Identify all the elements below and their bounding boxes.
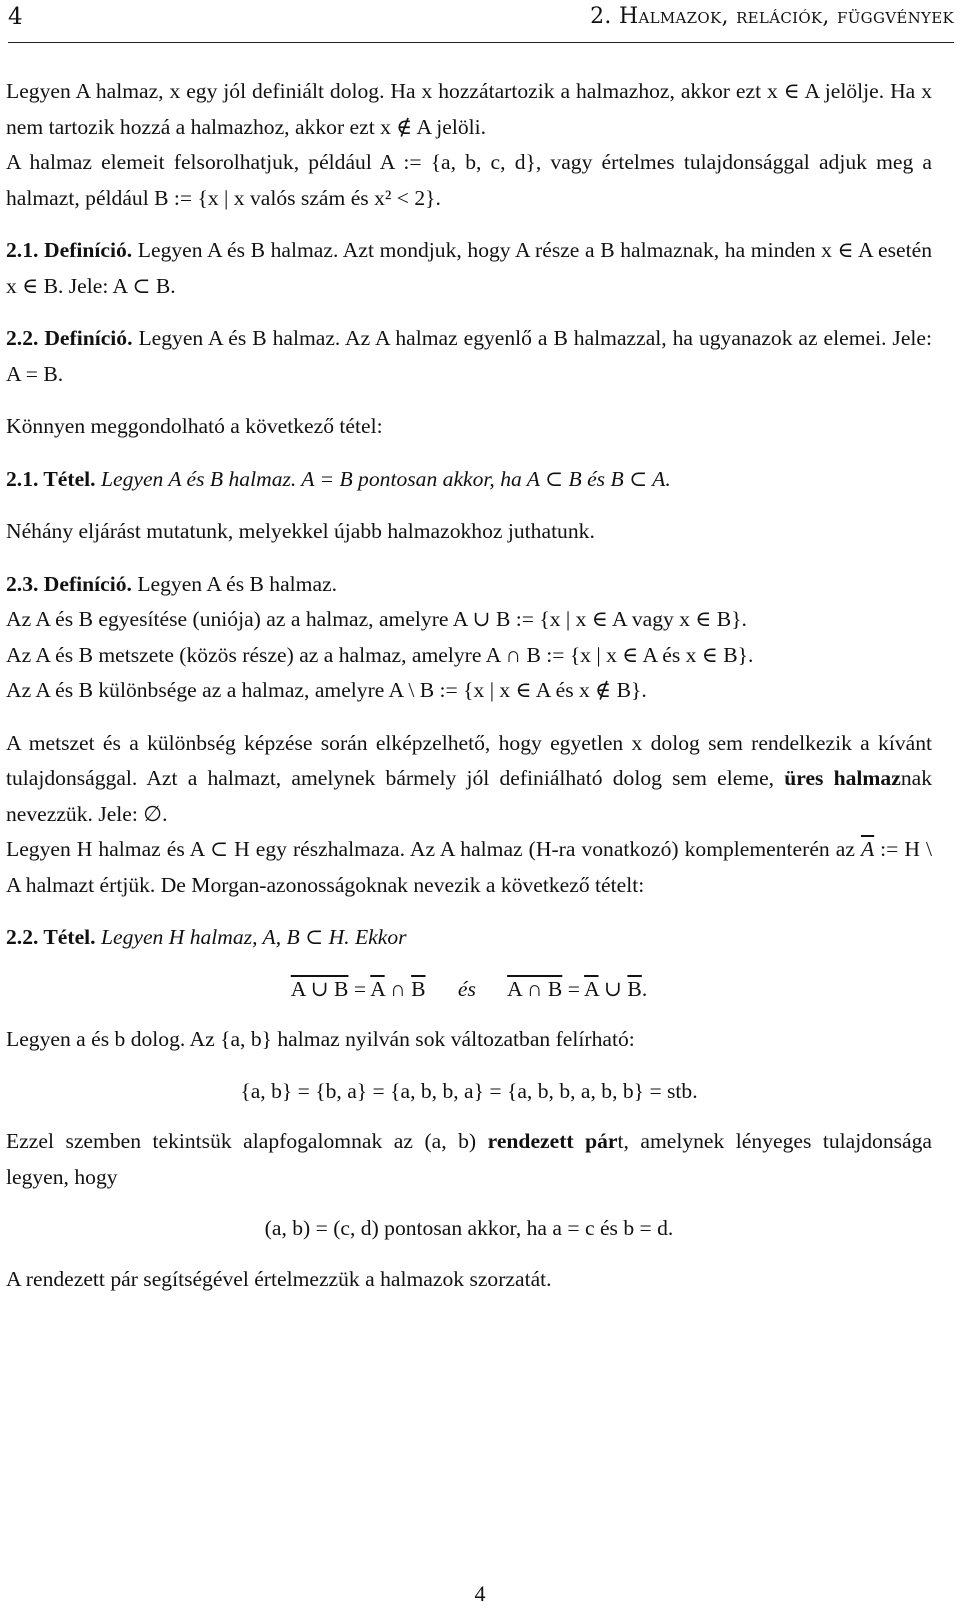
ordered-pair-text-2: t, amelynek lényeges tulajdonsága legyen, hogy — [6, 1129, 932, 1189]
de-morgan-right-rhs-a: $\overline{A}$ — [584, 976, 599, 1001]
definition-2-1-text: Legyen A és B halmaz. Azt mondjuk, hogy A része a B halmaznak, ha minden x ∈ A esetén x ∈ B. Jele: A ⊂ B. — [6, 238, 932, 298]
de-morgan-right-rhs-b: $\overline{B}$ — [627, 976, 642, 1001]
ordered-pair-paragraph — [6, 1124, 932, 1195]
intro-paragraph-2: A halmaz elemeit felsorolhatjuk, például A := {a, b, c, d}, vagy értelmes tulajdonsággal adjuk meg a halmazt, például B := {x | x valós szám és x² < 2}. — [6, 150, 932, 210]
definition-union: Az A és B egyesítése (uniója) az a halmaz, amelyre A ∪ B := {x | x ∈ A vagy x ∈ B}. — [6, 607, 747, 631]
definition-2-3-label: 2.3. Definíció. — [6, 571, 132, 596]
definition-intersection: Az A és B metszete (közös része) az a halmaz, amelyre A ∩ B := {x | x ∈ A és x ∈ B}. — [6, 642, 754, 667]
intro-paragraph-1: Legyen A halmaz, x egy jól definiált dolog. Ha x hozzátartozik a halmazhoz, akkor ezt x ∈ A jelölje. Ha x nem tartozik hozzá a halmazhoz, akkor ezt x ∉ A jelöli. — [6, 79, 932, 139]
definition-2-2-label: 2.2. Definíció. — [6, 326, 133, 350]
de-morgan-connective: és — [457, 976, 476, 1001]
de-morgan-right-rhs-op: ∪ — [603, 976, 622, 1001]
de-morgan-formula: A ∪ $B = \overline{A}$ ∩ $\overline{B}$ és A ∩ $B = \overline{A}$ ∪ $\overline{B}$. — [290, 976, 648, 1001]
header-rule — [8, 42, 954, 43]
definition-2-2-text: Legyen A és B halmaz. Az A halmaz egyenlő a B halmazzal, ha ugyanazok az elemei. Jele: A = B. — [6, 326, 933, 386]
definition-2-3-text: Legyen A és B halmaz. — [137, 571, 338, 596]
theorem-2-2-text: Legyen H halmaz, A, B ⊂ H. Ekkor — [100, 925, 407, 949]
closing-paragraph: A rendezett pár segítségével értelmezzük a halmazok szorzatát. — [6, 1266, 552, 1291]
complement-bar-a: $\overline{A}$ — [860, 837, 875, 861]
definition-difference: Az A és B különbsége az a halmaz, amelyre A \ B := {x | x ∈ A és x ∉ B}. — [6, 678, 647, 702]
complement-text-1: Legyen H halmaz és A ⊂ H egy részhalmaza. Az A halmaz (H-ra vonatkozó) komplementerén az — [6, 837, 855, 861]
running-header — [8, 4, 954, 34]
pair-display-formula: {a, b} = {b, a} = {a, b, b, a} = {a, b, b, a, b, b} = stb. — [240, 1078, 698, 1103]
theorem-2-2-label: 2.2. Tétel. — [6, 925, 96, 949]
empty-set-text-1: A metszet és a különbség képzése során elképzelhető, hogy egyetlen x dolog sem rendelkezik a kívánt tulajdonsággal. Azt a halmazt, amelynek bármely jól definiálható dolog sem eleme, — [6, 730, 932, 790]
definition-2-2 — [6, 321, 932, 392]
theorem-2-2 — [6, 920, 932, 956]
pair-intro: Legyen a és b dolog. Az {a, b} halmaz nyilván sok változatban felírható: — [6, 1027, 635, 1051]
de-morgan-left-rhs-b: $\overline{B}$ — [411, 976, 426, 1001]
definition-2-1 — [6, 233, 932, 304]
definition-2-1-label: 2.1. Definíció. — [6, 238, 133, 262]
theorem-2-1-text: Legyen A és B halmaz. A = B pontosan akkor, ha A ⊂ B és B ⊂ A. — [100, 466, 671, 491]
remark-1: Könnyen meggondolható a következő tétel: — [6, 414, 383, 438]
complement-text-2: := H \ A halmazt értjük. De Morgan-azonosságoknak nevezik a következő tételt: — [6, 837, 932, 897]
empty-set-paragraph — [6, 726, 932, 833]
header-chapter-title: 2. Halmazok, relációk, függvények — [590, 4, 954, 29]
definition-2-3 — [6, 567, 932, 603]
theorem-2-1 — [6, 462, 932, 498]
ordered-pair-formula: (a, b) = (c, d) pontosan akkor, ha a = c és b = d. — [264, 1216, 674, 1240]
header-page-number: 4 — [8, 4, 23, 30]
de-morgan-left-rhs-op: ∩ — [390, 976, 406, 1001]
empty-set-text-2: nak nevezzük. Jele: ∅. — [6, 766, 932, 826]
complement-paragraph — [6, 832, 932, 903]
footer-page-number: 4 — [474, 1581, 486, 1606]
de-morgan-right-lhs: A ∩ B — [507, 976, 563, 1001]
remark-2: Néhány eljárást mutatunk, melyekkel újabb halmazokhoz juthatunk. — [6, 519, 595, 543]
de-morgan-left-rhs-a: $\overline{A}$ — [370, 976, 385, 1001]
empty-set-term: üres halmaz — [784, 766, 901, 790]
theorem-2-1-label: 2.1. Tétel. — [6, 466, 96, 491]
ordered-pair-text-1: Ezzel szemben tekintsük alapfogalomnak az (a, b) — [6, 1129, 477, 1153]
page-body — [6, 74, 932, 1297]
ordered-pair-term: rendezett pár — [487, 1129, 618, 1153]
de-morgan-left-lhs: A ∪ B — [290, 976, 349, 1001]
